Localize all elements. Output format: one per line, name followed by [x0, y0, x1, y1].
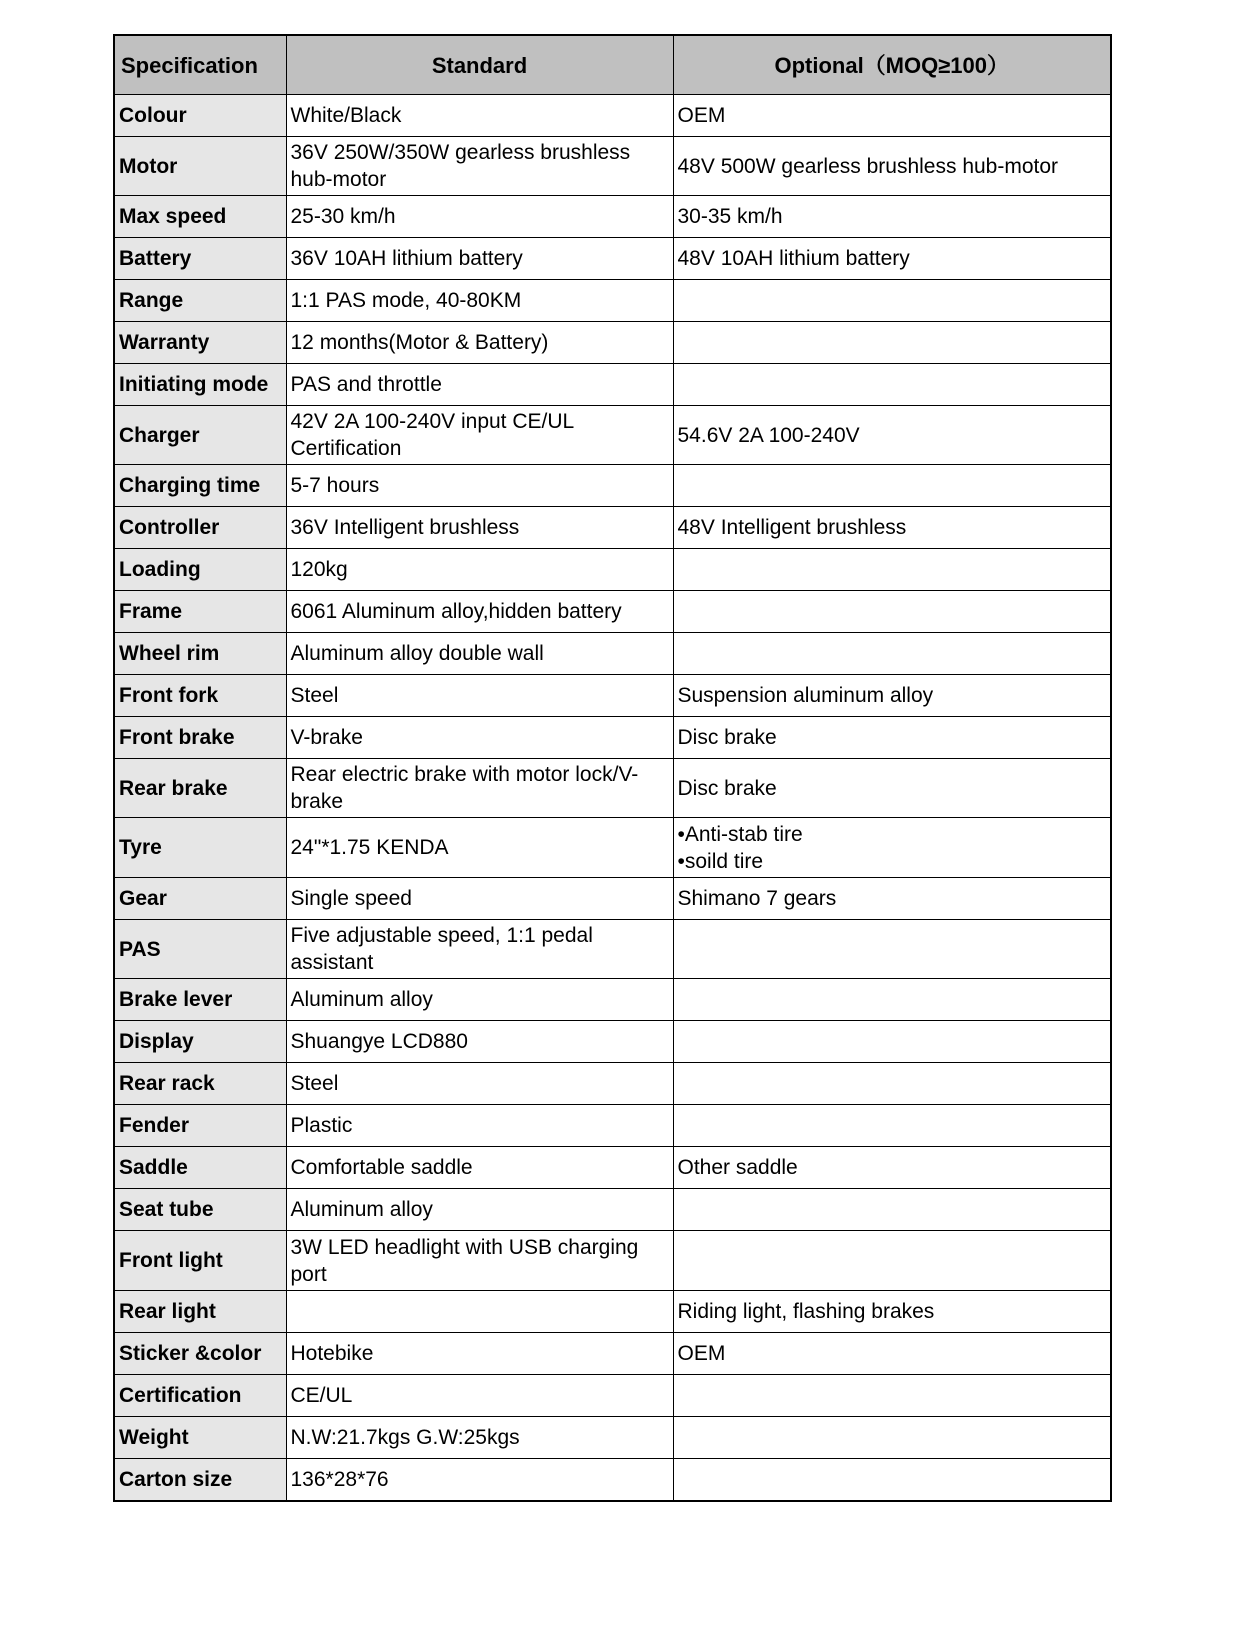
- table-row: [114, 1375, 1111, 1417]
- standard-value-cell: [286, 1105, 673, 1147]
- standard-value-line: Shuangye LCD880: [290, 1030, 468, 1053]
- table-row: [114, 465, 1111, 507]
- standard-value-cell: [286, 280, 673, 322]
- spec-name-cell: Front light: [114, 1231, 286, 1291]
- standard-value-cell: [286, 979, 673, 1021]
- optional-value-cell: [673, 1105, 1111, 1147]
- standard-value-line: Single speed: [290, 887, 412, 910]
- spec-name-cell: Charging time: [114, 465, 286, 507]
- standard-value-cell: [286, 196, 673, 238]
- optional-value-cell: [673, 95, 1111, 137]
- table-row: [114, 137, 1111, 196]
- standard-value-cell: [286, 507, 673, 549]
- standard-value-line: 36V Intelligent brushless: [290, 516, 520, 539]
- optional-value-line: Suspension aluminum alloy: [677, 684, 934, 707]
- spec-name-cell: Frame: [114, 591, 286, 633]
- optional-value-cell: [673, 1333, 1111, 1375]
- spec-name-cell: Loading: [114, 549, 286, 591]
- standard-value-line: Rear electric brake with motor lock/V-: [290, 763, 639, 786]
- standard-value-line: port: [290, 1262, 327, 1286]
- table-row: [114, 1291, 1111, 1333]
- standard-value-cell: [286, 137, 673, 196]
- standard-value-cell: [286, 95, 673, 137]
- standard-value-line: Hotebike: [290, 1342, 374, 1365]
- optional-value-line: OEM: [677, 1342, 726, 1365]
- table-row: [114, 322, 1111, 364]
- spec-name-cell: Rear brake: [114, 759, 286, 818]
- optional-value-cell: [673, 1291, 1111, 1333]
- table-header-row: [114, 35, 1111, 95]
- standard-value-line: Plastic: [290, 1114, 353, 1137]
- optional-value-line: 48V 10AH lithium battery: [677, 247, 910, 270]
- spec-name-cell: Certification: [114, 1375, 286, 1417]
- spec-name-cell: PAS: [114, 920, 286, 979]
- table-row: [114, 591, 1111, 633]
- standard-value-line: PAS and throttle: [290, 373, 442, 396]
- table-row: [114, 95, 1111, 137]
- standard-value-cell: [286, 717, 673, 759]
- table-row: [114, 1459, 1111, 1501]
- standard-value-line: 6061 Aluminum alloy,hidden battery: [290, 600, 622, 623]
- spec-name-cell: Seat tube: [114, 1189, 286, 1231]
- standard-value-cell: [286, 1417, 673, 1459]
- optional-value-line: Disc brake: [677, 726, 777, 749]
- optional-value-cell: [673, 1063, 1111, 1105]
- optional-value-cell: [673, 878, 1111, 920]
- spec-name-cell: Carton size: [114, 1459, 286, 1501]
- spec-name-cell: Saddle: [114, 1147, 286, 1189]
- standard-value-cell: [286, 1459, 673, 1501]
- optional-value-line: 54.6V 2A 100-240V: [677, 423, 860, 447]
- standard-value-line: 1:1 PAS mode, 40-80KM: [290, 289, 522, 312]
- spec-name-cell: Initiating mode: [114, 364, 286, 406]
- optional-value-cell: [673, 280, 1111, 322]
- standard-value-cell: [286, 818, 673, 878]
- table-row: [114, 280, 1111, 322]
- table-row: [114, 1147, 1111, 1189]
- optional-value-cell: [673, 1375, 1111, 1417]
- spec-name-cell: Max speed: [114, 196, 286, 238]
- spec-name-cell: Rear rack: [114, 1063, 286, 1105]
- standard-value-line: Steel: [290, 684, 339, 707]
- table-row: [114, 1105, 1111, 1147]
- spec-name-cell: Brake lever: [114, 979, 286, 1021]
- standard-value-cell: [286, 920, 673, 979]
- standard-value-line: 5-7 hours: [290, 474, 380, 497]
- standard-value-line: 42V 2A 100-240V input CE/UL: [290, 410, 575, 433]
- spec-table-body: [114, 95, 1111, 1501]
- standard-value-cell: [286, 878, 673, 920]
- standard-value-cell: [286, 633, 673, 675]
- standard-value-line: 12 months(Motor & Battery): [290, 331, 549, 354]
- optional-value-line: Riding light, flashing brakes: [677, 1300, 935, 1323]
- spec-name-cell: Warranty: [114, 322, 286, 364]
- optional-value-cell: [673, 137, 1111, 196]
- optional-value-cell: [673, 818, 1111, 878]
- table-row: [114, 1189, 1111, 1231]
- table-row: [114, 878, 1111, 920]
- standard-value-line: Comfortable saddle: [290, 1156, 473, 1179]
- spec-name-cell: Front fork: [114, 675, 286, 717]
- spec-name-cell: Rear light: [114, 1291, 286, 1333]
- standard-value-line: Steel: [290, 1072, 339, 1095]
- spec-table: [113, 34, 1112, 1502]
- spec-name-cell: Tyre: [114, 818, 286, 878]
- standard-value-line: N.W:21.7kgs G.W:25kgs: [290, 1426, 520, 1449]
- standard-value-line: Aluminum alloy double wall: [290, 642, 544, 665]
- standard-value-cell: [286, 238, 673, 280]
- table-row: [114, 920, 1111, 979]
- optional-value-cell: [673, 1021, 1111, 1063]
- spec-name-cell: Gear: [114, 878, 286, 920]
- optional-value-cell: [673, 591, 1111, 633]
- optional-value-cell: [673, 549, 1111, 591]
- optional-value-line: Disc brake: [677, 776, 777, 800]
- standard-value-line: 36V 250W/350W gearless brushless: [290, 141, 631, 164]
- optional-value-line: 48V 500W gearless brushless hub-motor: [677, 154, 1059, 178]
- standard-value-line: 3W LED headlight with USB charging: [290, 1235, 639, 1259]
- optional-value-cell: [673, 465, 1111, 507]
- standard-value-line: Aluminum alloy: [290, 988, 433, 1011]
- standard-value-cell: [286, 322, 673, 364]
- standard-value-cell: [286, 1063, 673, 1105]
- standard-value-cell: [286, 406, 673, 465]
- table-row: [114, 818, 1111, 878]
- optional-value-cell: [673, 1189, 1111, 1231]
- optional-value-cell: [673, 196, 1111, 238]
- spec-name-cell: Front brake: [114, 717, 286, 759]
- table-row: [114, 1333, 1111, 1375]
- spec-name-cell: Charger: [114, 406, 286, 465]
- spec-name-cell: Display: [114, 1021, 286, 1063]
- spec-name-cell: Wheel rim: [114, 633, 286, 675]
- spec-name-cell: Range: [114, 280, 286, 322]
- optional-value-line: 30-35 km/h: [677, 205, 783, 228]
- table-row: [114, 675, 1111, 717]
- optional-value-cell: [673, 717, 1111, 759]
- spec-name-cell: Colour: [114, 95, 286, 137]
- standard-value-cell: [286, 1021, 673, 1063]
- optional-value-cell: [673, 1147, 1111, 1189]
- standard-value-line: Aluminum alloy: [290, 1198, 433, 1221]
- optional-value-line: •Anti-stab tire: [677, 822, 803, 846]
- optional-value-line: Other saddle: [677, 1156, 798, 1179]
- table-row: [114, 1063, 1111, 1105]
- table-row: [114, 507, 1111, 549]
- table-row: [114, 633, 1111, 675]
- table-row: [114, 1231, 1111, 1291]
- optional-value-cell: [673, 1417, 1111, 1459]
- optional-value-cell: [673, 1459, 1111, 1501]
- table-row: [114, 979, 1111, 1021]
- standard-value-cell: [286, 1189, 673, 1231]
- spec-name-cell: Weight: [114, 1417, 286, 1459]
- standard-value-cell: [286, 1291, 673, 1333]
- standard-value-line: 120kg: [290, 558, 348, 581]
- table-row: [114, 406, 1111, 465]
- optional-value-cell: [673, 364, 1111, 406]
- optional-value-cell: [673, 238, 1111, 280]
- standard-value-cell: [286, 1231, 673, 1291]
- optional-value-line: OEM: [677, 104, 726, 127]
- optional-value-cell: [673, 979, 1111, 1021]
- table-row: [114, 759, 1111, 818]
- spec-name-cell: Sticker &color: [114, 1333, 286, 1375]
- table-row: [114, 549, 1111, 591]
- standard-value-line: 25-30 km/h: [290, 205, 396, 228]
- standard-value-line: hub-motor: [290, 168, 387, 191]
- optional-value-cell: [673, 1231, 1111, 1291]
- header-optional: Optional（MOQ≥100）: [673, 35, 1111, 95]
- standard-value-cell: [286, 364, 673, 406]
- standard-value-cell: [286, 1333, 673, 1375]
- standard-value-line: 136*28*76: [290, 1467, 389, 1491]
- optional-value-cell: [673, 406, 1111, 465]
- table-row: [114, 717, 1111, 759]
- optional-value-cell: [673, 759, 1111, 818]
- standard-value-line: Certification: [290, 437, 402, 460]
- standard-value-cell: [286, 465, 673, 507]
- standard-value-line: 36V 10AH lithium battery: [290, 247, 523, 270]
- optional-value-line: 48V Intelligent brushless: [677, 516, 907, 539]
- standard-value-cell: [286, 675, 673, 717]
- optional-value-cell: [673, 675, 1111, 717]
- spec-name-cell: Fender: [114, 1105, 286, 1147]
- spec-name-cell: Battery: [114, 238, 286, 280]
- standard-value-line: V-brake: [290, 726, 363, 749]
- optional-value-cell: [673, 920, 1111, 979]
- standard-value-cell: [286, 1375, 673, 1417]
- optional-value-cell: [673, 633, 1111, 675]
- table-row: [114, 364, 1111, 406]
- table-row: [114, 1417, 1111, 1459]
- standard-value-line: assistant: [290, 951, 374, 974]
- header-standard: Standard: [286, 35, 673, 95]
- standard-value-line: White/Black: [290, 104, 402, 127]
- optional-value-cell: [673, 322, 1111, 364]
- header-specification: Specification: [114, 35, 286, 95]
- standard-value-cell: [286, 759, 673, 818]
- spec-name-cell: Controller: [114, 507, 286, 549]
- optional-value-line: •soild tire: [677, 849, 764, 873]
- standard-value-line: CE/UL: [290, 1384, 353, 1407]
- standard-value-line: 24"*1.75 KENDA: [290, 836, 449, 859]
- table-row: [114, 1021, 1111, 1063]
- standard-value-cell: [286, 549, 673, 591]
- optional-value-line: Shimano 7 gears: [677, 887, 837, 910]
- standard-value-cell: [286, 1147, 673, 1189]
- table-row: [114, 196, 1111, 238]
- standard-value-line: brake: [290, 790, 344, 813]
- table-row: [114, 238, 1111, 280]
- optional-value-cell: [673, 507, 1111, 549]
- standard-value-line: Five adjustable speed, 1:1 pedal: [290, 924, 593, 947]
- standard-value-cell: [286, 591, 673, 633]
- spec-name-cell: Motor: [114, 137, 286, 196]
